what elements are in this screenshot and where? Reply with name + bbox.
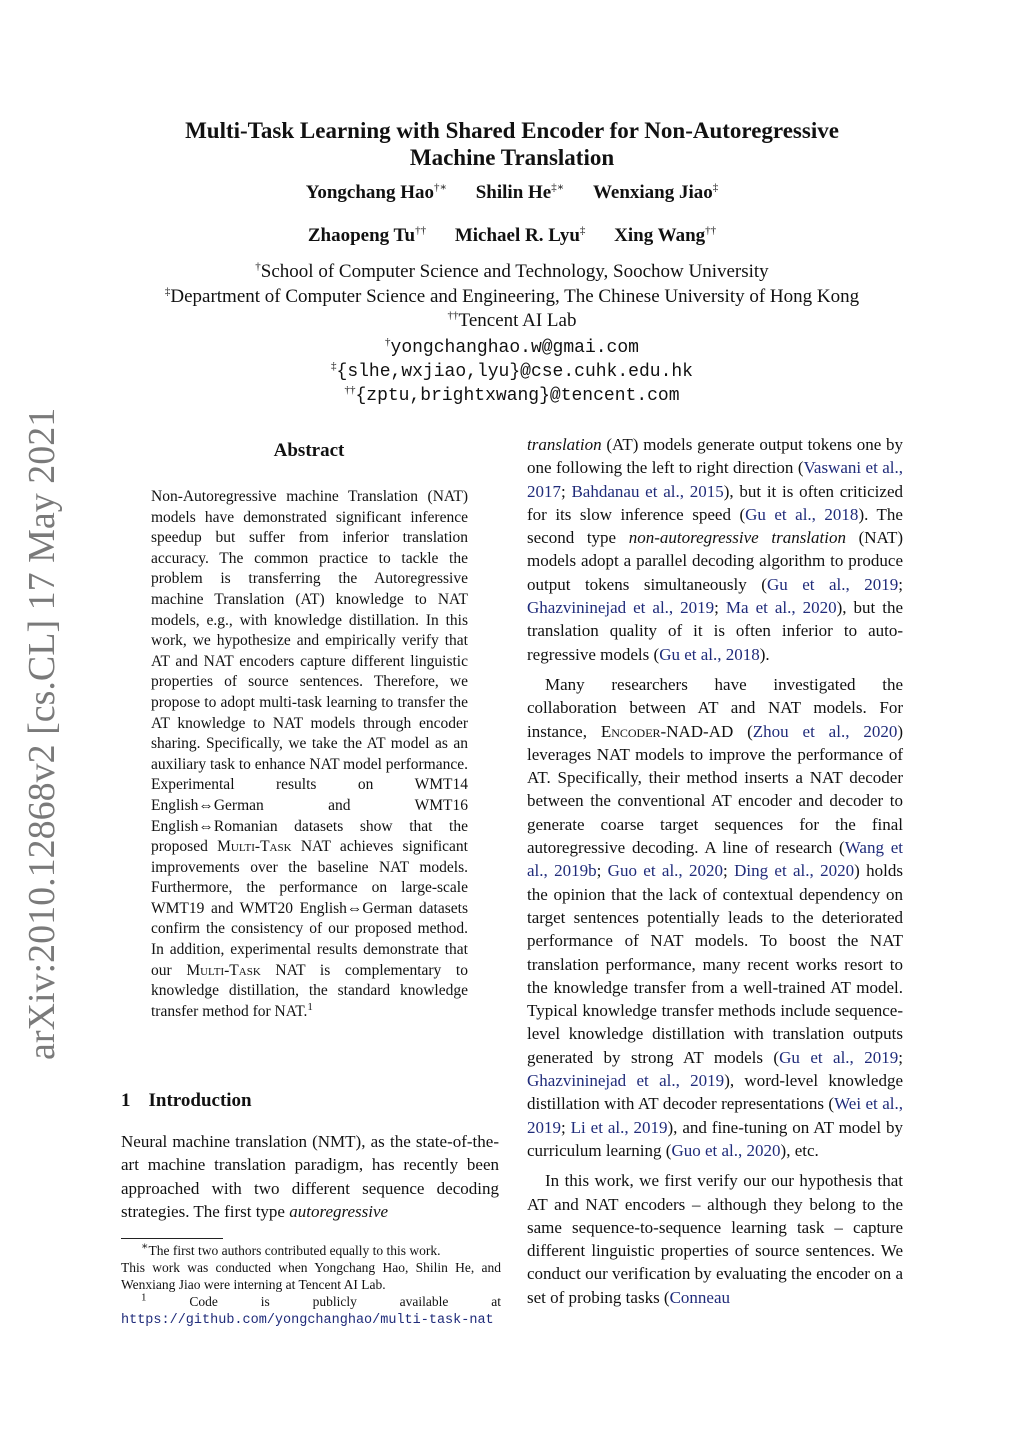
author: Wenxiang Jiao‡ (592, 181, 719, 203)
abstract-heading: Abstract (273, 440, 345, 461)
author: Xing Wang†† (614, 224, 717, 246)
section-heading-introduction: 1 Introduction (121, 1090, 252, 1111)
citation-link[interactable]: Ding et al., 2020 (734, 861, 855, 881)
citation-link[interactable]: Guo et al., 2020 (671, 1140, 781, 1160)
affiliation: ††Tencent AI Lab (447, 309, 577, 331)
intro-right-column (527, 433, 903, 1309)
affiliation: ‡Department of Computer Science and Engineering, The Chinese University of Hong Kong (164, 285, 860, 307)
citation-link[interactable]: Vaswani et al., 2017 (527, 458, 903, 501)
citation-link[interactable]: Gu et al., 2019 (779, 1047, 899, 1067)
citation-link[interactable]: Gu et al., 2018 (659, 644, 760, 664)
citation-link[interactable]: Gu et al., 2018 (745, 504, 859, 524)
citation-link[interactable]: Guo et al., 2020 (607, 861, 723, 881)
citation-link[interactable]: Conneau (669, 1287, 731, 1307)
author: Yongchang Hao†∗ (305, 181, 447, 203)
author: Zhaopeng Tu†† (307, 224, 427, 246)
citation-link[interactable]: Gu et al., 2019 (766, 574, 899, 594)
citation-link[interactable]: Ghazvininejad et al., 2019 (527, 598, 715, 618)
citation-link[interactable]: Wei et al., 2019 (527, 1094, 904, 1137)
author-email: †yongchanghao.w@gmai.com (385, 336, 639, 358)
footnote-divider (121, 1238, 223, 1239)
footnote-ref: 1 (307, 1000, 313, 1013)
citation-link[interactable]: Bahdanau et al., 2015 (571, 481, 724, 501)
paragraph: translation (AT) models generate output tokens one by one following the left to right direction (Vaswani et al., 2017; Bahdanau et al., 2015), but it is often criticized for its slow inference speed (Gu et al., 2018). The second type non-autoregressive translation (NAT) models adopt a parallel decoding algorithm to produce output tokens simultaneously (Gu et al., 2019; Ghazvininejad et al., 2019; Ma et al., 2020), but the translation quality of it is often inferior to auto-regressive models (Gu et al., 2018). (527, 435, 904, 664)
paragraph: Many researchers have investigated the collaboration between AT and NAT models. For instance, Encoder-NAD-AD (Zhou et al., 2020) leverages NAT models to improve the performance of AT. Specifically, their method inserts a NAT decoder between the conventional AT encoder and decoder to generate coarse target sequences for the final autoregressive decoding. A line of research (Wang et al., 2019b; Guo et al., 2020; Ding et al., 2020) holds the opinion that the lack of contextual dependency on target sentences potentially leads to the deteriorated performance of NAT models. To boost the NAT translation performance, many recent works resort to the knowledge transfer from a well-trained AT model. Typical knowledge transfer methods include sequence-level knowledge distillation with translation outputs generated by strong AT models (Gu et al., 2019; Ghazvininejad et al., 2019), word-level knowledge distillation with AT decoder representations (Wei et al., 2019; Li et al., 2019), and fine-tuning on AT model by curriculum learning (Guo et al., 2020), etc. (527, 674, 904, 1160)
author-row-2 (0, 225, 1024, 247)
author-email: ††{zptu,brightxwang}@tencent.com (344, 384, 680, 406)
footnotes: ∗The first two authors contributed equally to this work. This work was conducted when Yongchang Hao, Shilin He, and Wenxiang Jiao were interning at Tencent AI Lab. $^1$ Code is publicly available at https://github.com/yongchanghao/multi-task-nat (121, 1240, 501, 1328)
abstract-body: Non-Autoregressive machine Translation (NAT) models have demonstrated significant inference speedup but suffer from inferior translation accuracy. The common practice to tackle the problem is transferring the Autoregressive machine Translation (AT) knowledge to NAT models, e.g., with knowledge distillation. In this work, we hypothesize and empirically verify that AT and NAT encoders capture different linguistic properties of source sentences. Therefore, we propose to adopt multi-task learning to transfer the AT knowledge to NAT models through encoder sharing. Specifically, we take the AT model as an auxiliary task to enhance NAT model performance. Experimental results on WMT14 English⇔German and WMT16 English⇔Romanian datasets show that the proposed Multi-Task NAT achieves significant improvements over the baseline NAT models. Furthermore, the performance on large-scale WMT19 and WMT20 English⇔German datasets confirm the consistency of our proposed method. In addition, experimental results demonstrate that our Multi-Task NAT is complementary to knowledge distillation, the standard knowledge transfer method for NAT.$^1$ (151, 488, 468, 1020)
paper-title-line-2: Machine Translation (409, 145, 615, 170)
code-repository-link[interactable]: https://github.com/yongchanghao/multi-task-nat (121, 1313, 494, 1328)
affiliation: †School of Computer Science and Technology, Soochow University (255, 260, 769, 282)
citation-link[interactable]: Ma et al., 2020 (725, 598, 837, 618)
citation-link[interactable]: Ghazvininejad et al., 2019 (527, 1071, 725, 1091)
citation-link[interactable]: Zhou et al., 2020 (752, 721, 898, 741)
author: Shilin He‡∗ (475, 181, 565, 203)
citation-link[interactable]: Wang et al., 2019b (527, 838, 903, 881)
arxiv-identifier: arXiv:2010.12868v2 [cs.CL] 17 May 2021 (21, 407, 63, 1060)
citation-link[interactable]: Li et al., 2019 (570, 1117, 668, 1137)
author: Michael R. Lyu‡ (454, 224, 586, 246)
paragraph: In this work, we first verify our our hypothesis that AT and NAT encoders – although they belong to the same sequence-to-sequence learning task – capture different linguistic properties of source sentences. We conduct our verification by evaluating the encoder on a set of probing tasks (Conneau (527, 1171, 903, 1307)
author-row-1 (0, 182, 1024, 204)
paper-title-line-1: Multi-Task Learning with Shared Encoder for Non-Autoregressive (185, 118, 839, 143)
intro-paragraph-left: Neural machine translation (NMT), as the state-of-the-art machine translation paradigm, has recently been approached with two different sequence decoding strategies. The first type autoregressive (121, 1132, 499, 1221)
author-email: ‡{slhe,wxjiao,lyu}@cse.cuhk.edu.hk (331, 360, 693, 382)
